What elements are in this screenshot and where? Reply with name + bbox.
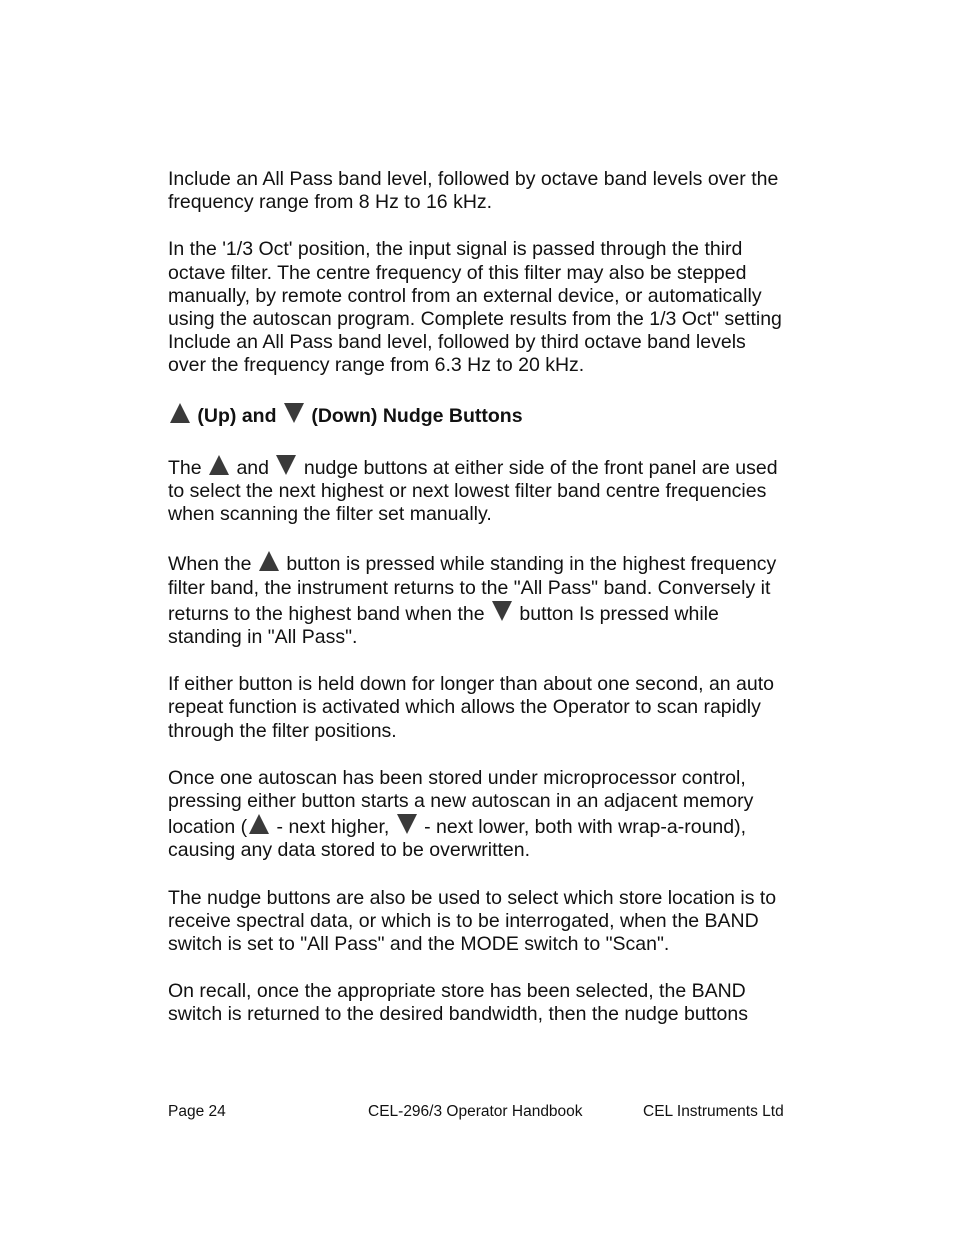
paragraph-autoscan [168,767,788,863]
text-segment: Once one autoscan has been stored under microprocessor control, pressing either button starts a new autoscan in an adjacent memory location ( [168,766,754,839]
paragraph-wraparound [168,550,788,649]
up-triangle-icon [258,550,280,572]
heading-part-up: (Up) and [197,404,277,427]
up-triangle-icon [248,813,270,835]
text-segment: and [236,456,269,479]
up-triangle-icon [169,402,191,424]
paragraph-nudge-intro [168,454,788,527]
document-title: CEL-296/3 Operator Handbook [368,1103,583,1120]
page-body [168,168,788,1051]
down-triangle-icon [275,454,297,476]
text-segment: The [168,456,202,479]
text-segment: nudge buttons at either side of the front panel are used to select the next highest or next lowest filter band centre frequencies when scanning the filter set manually. [168,456,778,526]
up-triangle-icon [208,454,230,476]
text-segment: - next lower, both with wrap-a-round), causing any data stored to be overwritten. [168,816,747,862]
text-segment: button is pressed while standing in the highest frequency filter band, the instrument returns to the "All Pass" band. Conversely it returns to the highest band when the [168,553,777,625]
paragraph-third-octave: In the '1/3 Oct' position, the input signal is passed through the third octave filter. The centre frequency of this filter may also be stepped manually, by remote control from an external device, or automatically using the autoscan program. Complete results from the 1/3 Oct" setting Include an All Pass band level, followed by third octave band levels over the frequency range from 6.3 Hz to 20 kHz. [168,238,782,377]
company-name: CEL Instruments Ltd [643,1103,784,1120]
text-segment: button Is pressed while standing in "All Pass". [168,602,719,649]
down-triangle-icon [396,813,418,835]
section-heading [168,402,788,428]
down-triangle-icon [491,600,513,622]
page-number: Page 24 [168,1103,226,1120]
paragraph-auto-repeat: If either button is held down for longer than about one second, an auto repeat function is activated which allows the Operator to scan rapidly through the filter positions. [168,673,775,742]
page-footer [0,1103,954,1123]
paragraph-recall: On recall, once the appropriate store has been selected, the BAND switch is returned to the desired bandwidth, then the nudge buttons [168,980,748,1026]
down-triangle-icon [283,402,305,424]
text-segment: When the [168,553,252,576]
text-segment: - next higher, [276,816,390,839]
paragraph-store-location: The nudge buttons are also be used to select which store location is to receive spectral data, or which is to be interrogated, when the BAND switch is set to "All Pass" and the MODE switch to "Scan". [168,886,777,956]
paragraph-octave-levels: Include an All Pass band level, followed by octave band levels over the frequency range from 8 Hz to 16 kHz. [168,168,779,214]
heading-part-down: (Down) Nudge Buttons [311,404,523,427]
